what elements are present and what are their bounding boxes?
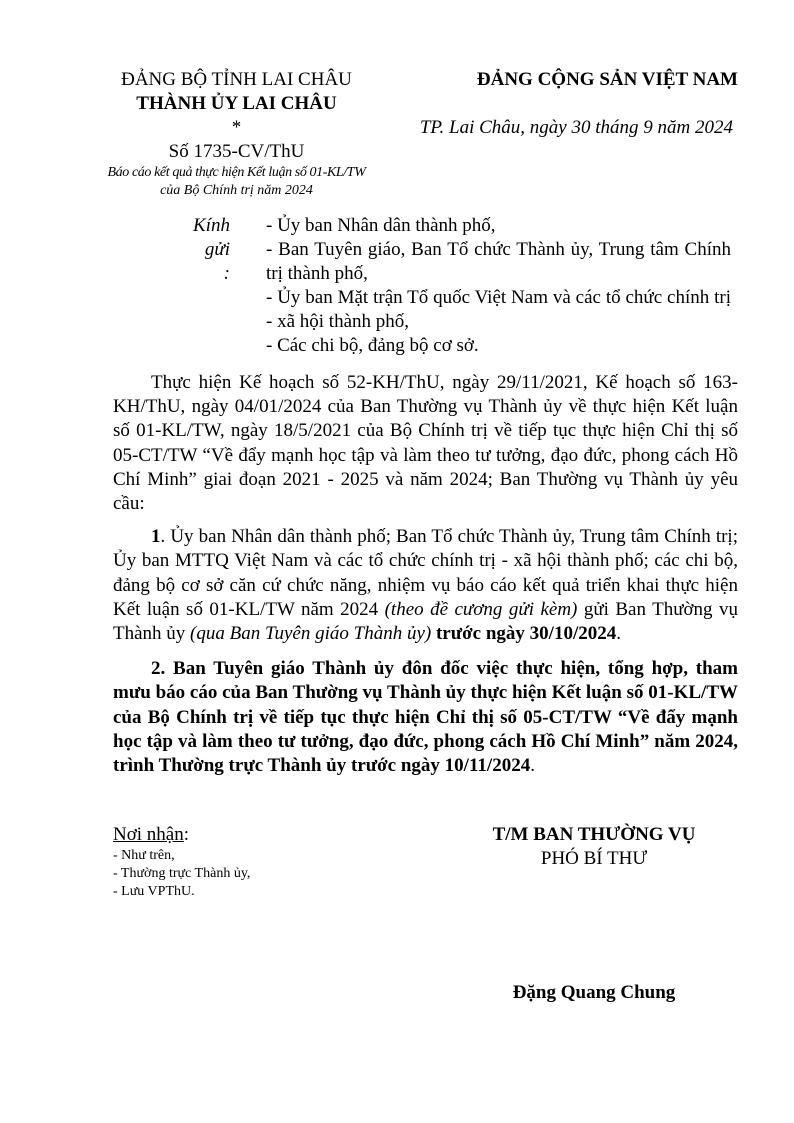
header-right — [400, 68, 738, 140]
item-2-paragraph — [113, 657, 738, 778]
item-2-end: . — [530, 755, 535, 777]
item-1-paragraph — [113, 525, 738, 646]
city-committee: THÀNH ỦY LAI CHÂU — [136, 93, 337, 114]
item-2-text: 2. Ban Tuyên giáo Thành ủy đôn đốc việc thực hiện, tổng hợp, tham mưu báo cáo của Ban Thường vụ Thành ủy thực hiện Kết luận số 01-KL/TW của Bộ Chính trị về tiếp tục thực hiện Chỉ thị số 05-CT/TW “Về đẩy mạnh học tập và làm theo tư tưởng, đạo đức, phong cách Hồ Chí Minh” năm 2024, trình Thường trực Thành ủy trước ngày 10/11/2024 — [113, 658, 738, 777]
recipients-list — [266, 214, 731, 358]
place-date: TP. Lai Châu, ngày 30 tháng 9 năm 2024 — [419, 117, 733, 138]
signature-block — [450, 823, 738, 871]
item-1-text-a: . Ủy ban Nhân dân thành phố; Ban Tổ chức Thành ủy, Trung tâm Chính trị; Ủy ban MTTQ Việt Nam và các tổ chức chính trị - xã hội thành phố; các chi bộ, đảng bộ cơ sở căn cứ chức năng, nhiệm vụ báo cáo kết quả triển khai thực hiện Kết luận số 01-KL/TW năm 2024 — [113, 526, 738, 620]
recipients-label-line2: gửi — [204, 239, 230, 260]
doc-number: Số 1735-CV/ThU — [168, 141, 305, 162]
recipient-item: - Các chi bộ, đảng bộ cơ sở. — [266, 335, 479, 356]
intro-paragraph: Thực hiện Kế hoạch số 52-KH/ThU, ngày 29/11/2021, Kế hoạch số 163-KH/ThU, ngày 04/01/2024 của Ban Thường vụ Thành ủy về thực hiện Kết luận số 01-KL/TW, ngày 18/5/2021 của Bộ Chính trị về tiếp tục thực hiện Chỉ thị số 05-CT/TW “Về đẩy mạnh học tập và làm theo tư tưởng, đạo đức, phong cách Hồ Chí Minh” giai đoạn 2021 - 2025 và năm 2024; Ban Thường vụ Thành ủy yêu cầu: — [113, 372, 738, 515]
item-1-italic-a: (theo đề cương gửi kèm) — [384, 598, 578, 620]
header-left — [94, 68, 379, 200]
signer-name: Đặng Quang Chung — [512, 982, 676, 1003]
noi-nhan-label: Nơi nhận — [113, 824, 184, 845]
item-1-number: 1 — [151, 526, 161, 548]
item-1-end: . — [616, 623, 621, 645]
item-1-italic-b: (qua Ban Tuyên giáo Thành ủy) — [190, 623, 432, 645]
recipient-item: - Ban Tuyên giáo, Ban Tổ chức Thành ủy, Trung tâm Chính trị thành phố, — [266, 239, 731, 284]
noi-nhan-colon: : — [183, 824, 190, 845]
party-name: ĐẢNG CỘNG SẢN VIỆT NAM — [476, 69, 738, 90]
subject-line-1: Báo cáo kết quả thực hiện Kết luận số 01-KL/TW — [107, 165, 366, 180]
party-committee: ĐẢNG BỘ TỈNH LAI CHÂU — [121, 69, 352, 90]
recipients-footer — [113, 823, 373, 901]
recipient-item: - Ủy ban Mặt trận Tổ quốc Việt Nam và các tổ chức chính trị - xã hội thành phố, — [266, 287, 731, 332]
star-mark: * — [231, 117, 242, 138]
signature-on-behalf: T/M BAN THƯỜNG VỤ — [492, 824, 696, 845]
noi-nhan-item: - Lưu VPThU. — [113, 884, 195, 899]
noi-nhan-label-row — [113, 823, 373, 847]
spacer — [400, 92, 738, 116]
recipients-label — [178, 214, 230, 286]
signature-title: PHÓ BÍ THƯ — [540, 848, 648, 869]
document-body — [113, 371, 738, 778]
item-1-deadline: trước ngày 30/10/2024 — [435, 623, 617, 645]
noi-nhan-item: - Như trên, — [113, 848, 175, 863]
noi-nhan-item: - Thường trực Thành ủy, — [113, 866, 251, 881]
item-1-text-b: gửi Ban Thường vụ Thành ủy — [113, 598, 738, 645]
recipients-label-line1: Kính — [193, 215, 230, 236]
subject-line-2: của Bộ Chính trị năm 2024 — [160, 183, 313, 198]
recipient-item: - Ủy ban Nhân dân thành phố, — [266, 215, 496, 236]
recipients-label-line3: : — [223, 263, 230, 284]
